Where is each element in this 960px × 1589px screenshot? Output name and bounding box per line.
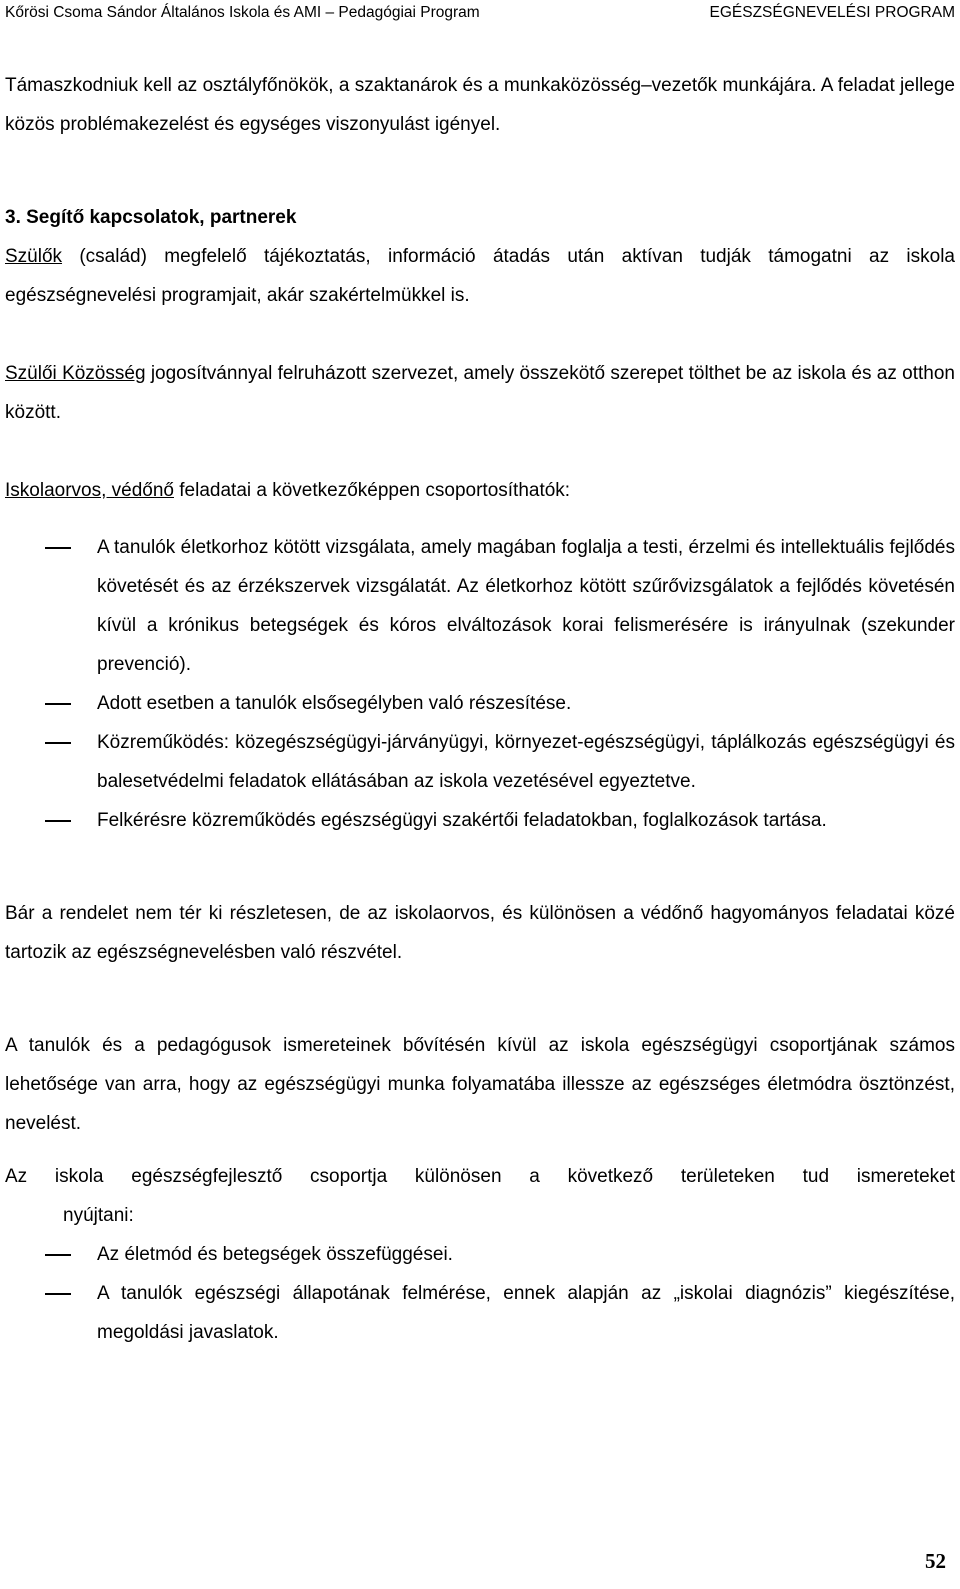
header-school-title: Kőrösi Csoma Sándor Általános Iskola és AMI – Pedagógiai Program [5, 4, 480, 21]
doctor-paragraph [5, 471, 955, 510]
parents-paragraph [5, 237, 955, 315]
section-heading: 3. Segítő kapcsolatok, partnerek [5, 207, 297, 228]
page-content [5, 66, 955, 1352]
page-header [5, 3, 955, 27]
community-paragraph-text: jogosítvánnyal felruházott szervezet, amely összekötő szerepet tölthet be az iskola és az otthon között. [5, 363, 956, 423]
group-paragraph-line2: nyújtani: [63, 1205, 134, 1226]
doctor-paragraph-text: feladatai a következőképpen csoportosíthatók: [174, 480, 571, 501]
doctor-link-text: Iskolaorvos, védőnő [5, 480, 174, 501]
list-item: Adott esetben a tanulók elsősegélyben való részesítése. [5, 684, 955, 723]
community-link-text: Szülői Közösség [5, 363, 146, 384]
group-paragraph-line1: Az iskola egészségfejlesztő csoportja különösen a következő területeken tud ismereteket [5, 1166, 955, 1187]
list-item: Az életmód és betegségek összefüggései. [5, 1235, 955, 1274]
knowledge-paragraph: A tanulók és a pedagógusok ismereteinek bővítésén kívül az iskola egészségügyi csoportjának számos lehetősége van arra, hogy az egészségügyi munka folyamatába illessze az egészséges életmódra ösztönzést, nevelést. [5, 1035, 955, 1134]
although-paragraph: Bár a rendelet nem tér ki részletesen, de az iskolaorvos, és különösen a védőnő hagyományos feladatai közé tartozik az egészségnevelésben való részvétel. [5, 903, 955, 963]
community-paragraph [5, 354, 955, 432]
list-item: A tanulók életkorhoz kötött vizsgálata, amely magában foglalja a testi, érzelmi és intellektuális fejlődés követését és az érzékszervek vizsgálatát. Az életkorhoz kötött szűrővizsgálatok a fejlődés követésén kívül a krónikus betegségek és kóros elváltozások korai felismerésére is irányulnak (szekunder prevenció). [5, 528, 955, 684]
doctor-task-list [5, 528, 955, 840]
list-item: A tanulók egészségi állapotának felmérése, ennek alapján az „iskolai diagnózis” kiegészítése, megoldási javaslatok. [5, 1274, 955, 1352]
list-item: Felkérésre közreműködés egészségügyi szakértői feladatokban, foglalkozások tartása. [5, 801, 955, 840]
page-number: 52 [925, 1549, 946, 1573]
intro-paragraph: Támaszkodniuk kell az osztályfőnökök, a szaktanárok és a munkaközösség–vezetők munkájára. A feladat jellege közös problémakezelést és egységes viszonyulást igényel. [5, 75, 955, 135]
parents-link-text: Szülők [5, 246, 63, 267]
list-item: Közreműködés: közegészségügyi-járványügyi, környezet-egészségügyi, táplálkozás egészségügyi és balesetvédelmi feladatok ellátásában az iskola vezetésével egyeztetve. [5, 723, 955, 801]
group-topic-list [5, 1235, 955, 1352]
parents-paragraph-text: (család) megfelelő tájékoztatás, információ átadás után aktívan tudják támogatni az iskola egészségnevelési programjait, akár szakértelmükkel is. [5, 246, 955, 306]
header-program-title: EGÉSZSÉGNEVELÉSI PROGRAM [709, 4, 955, 21]
